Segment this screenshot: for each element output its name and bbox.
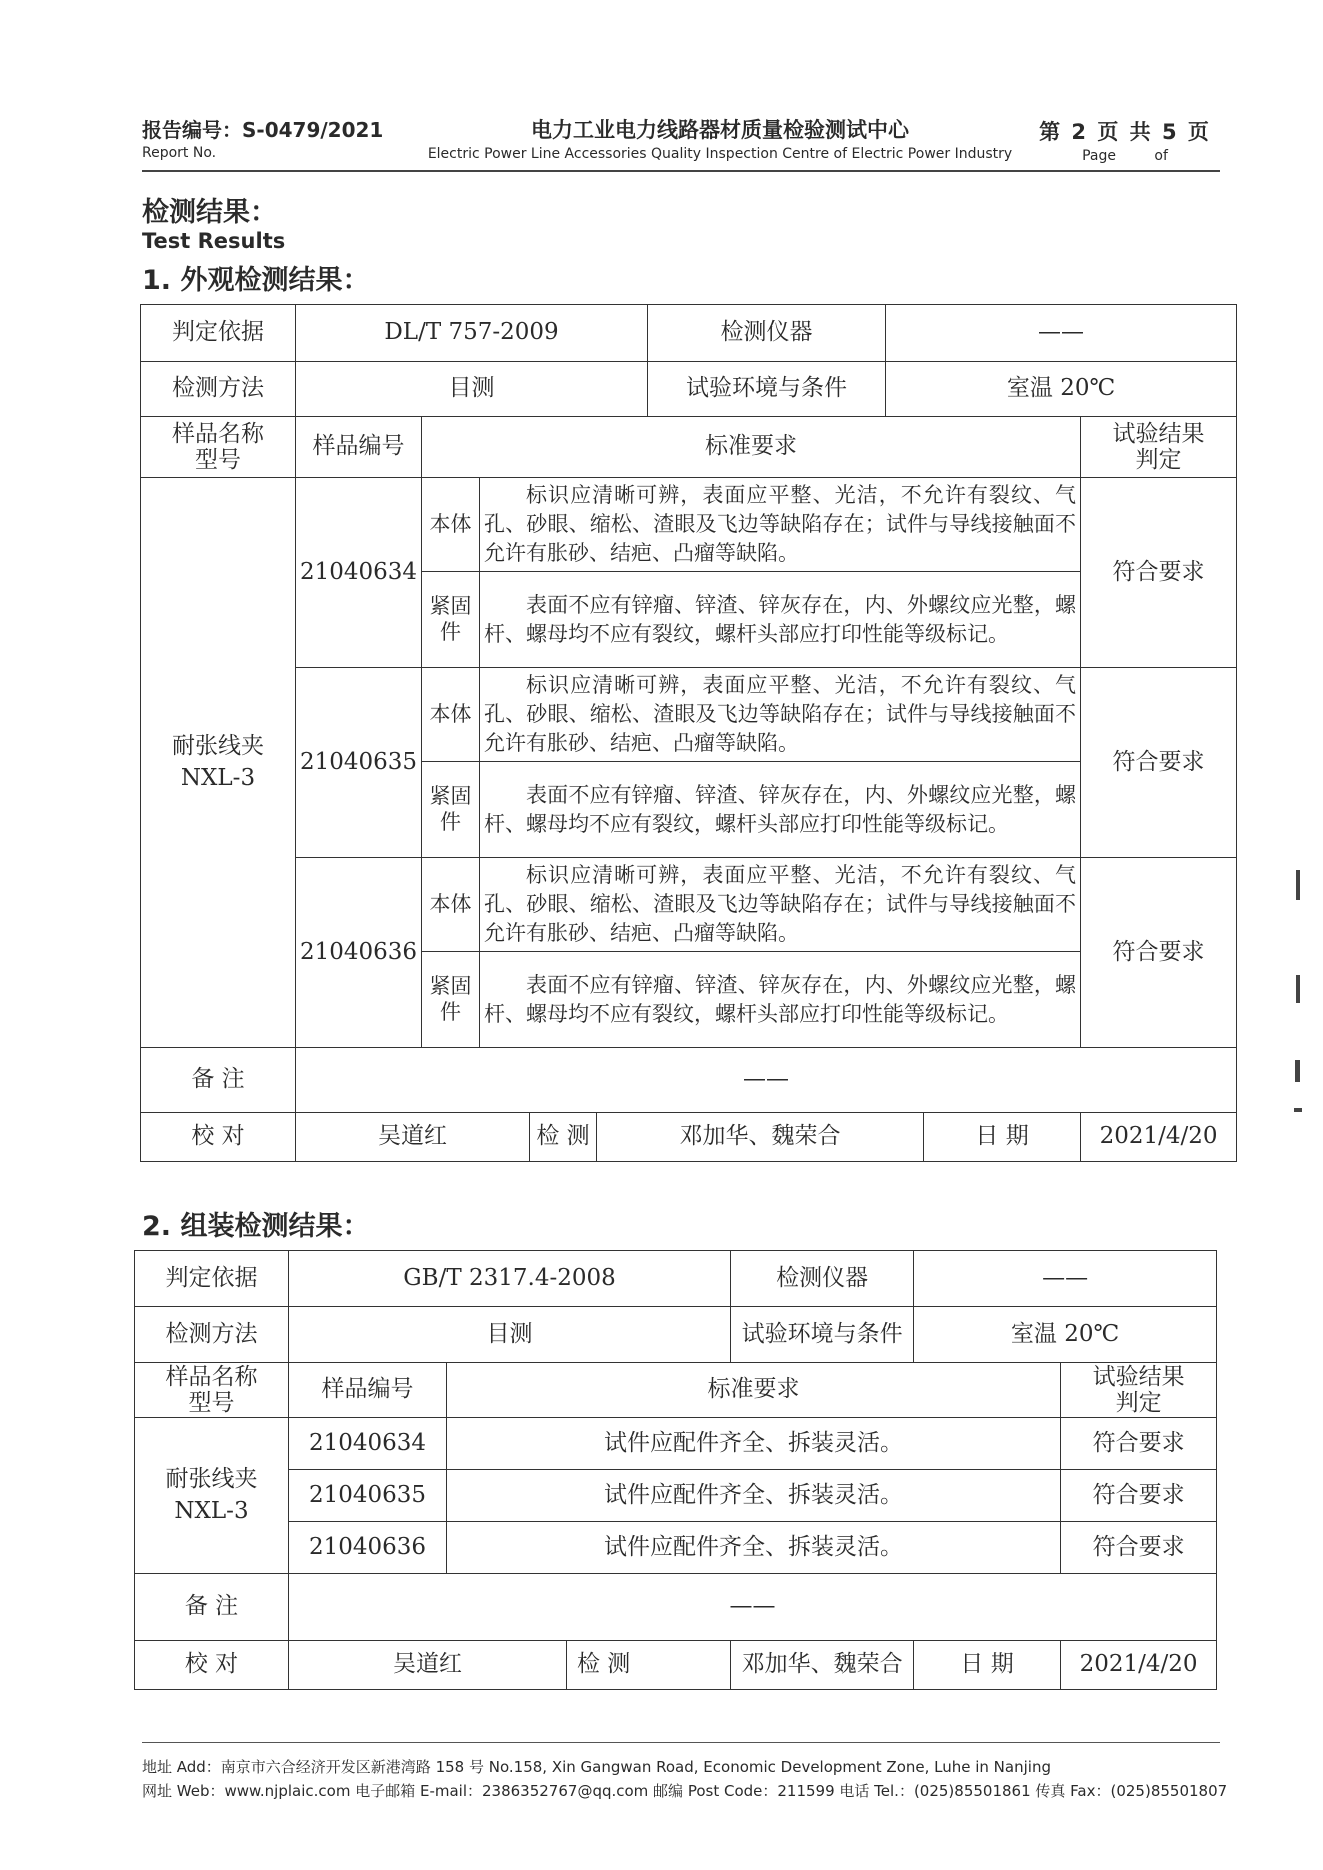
result-verdict: 符合要求 xyxy=(1061,1522,1217,1574)
requirement-text: 试件应配件齐全、拆装灵活。 xyxy=(447,1418,1061,1470)
scan-edge-mark xyxy=(1296,975,1300,1003)
col-sample-no: 样品编号 xyxy=(289,1363,447,1418)
requirement-text: 表面不应有锌瘤、锌渣、锌灰存在，内、外螺纹应光整，螺杆、螺母均不应有裂纹，螺杆头部应打印性能等级标记。 xyxy=(480,762,1081,858)
footer-contact: 网址 Web：www.njplaic.com 电子邮箱 E-mail：2386352767@qq.com 邮编 Post Code：211599 电话 Tel.：(025)85501861 传真 Fax：(025)85501807 xyxy=(142,1782,1228,1800)
col-requirement: 标准要求 xyxy=(447,1363,1061,1418)
result-verdict: 符合要求 xyxy=(1081,478,1237,668)
requirement-text: 表面不应有锌瘤、锌渣、锌灰存在，内、外螺纹应光整，螺杆、螺母均不应有裂纹，螺杆头部应打印性能等级标记。 xyxy=(480,572,1081,668)
organization-name-cn: 电力工业电力线路器材质量检验测试中心 xyxy=(531,118,909,142)
part-label: 本体 xyxy=(422,478,480,572)
report-number-block xyxy=(142,114,383,161)
check-label: 校 对 xyxy=(141,1113,296,1162)
check-value: 吴道红 xyxy=(296,1113,530,1162)
check-value: 吴道红 xyxy=(289,1641,567,1690)
organization-block xyxy=(420,114,1020,162)
date-value: 2021/4/20 xyxy=(1061,1641,1217,1690)
environment-value: 室温 20℃ xyxy=(914,1307,1217,1363)
result-verdict: 符合要求 xyxy=(1081,668,1237,858)
sample-name: 耐张线夹 xyxy=(172,732,264,759)
requirement-text: 表面不应有锌瘤、锌渣、锌灰存在，内、外螺纹应光整，螺杆、螺母均不应有裂纹，螺杆头部应打印性能等级标记。 xyxy=(480,952,1081,1048)
date-label: 日 期 xyxy=(924,1113,1081,1162)
test-value: 邓加华、魏荣合 xyxy=(731,1641,914,1690)
scan-edge-mark xyxy=(1294,1108,1302,1112)
method-label: 检测方法 xyxy=(135,1307,289,1363)
method-value: 目测 xyxy=(296,362,648,417)
sample-no: 21040636 xyxy=(296,858,422,1048)
col-requirement: 标准要求 xyxy=(422,417,1081,478)
section2-heading: 2. 组装检测结果： xyxy=(142,1211,370,1242)
remark-label: 备 注 xyxy=(135,1574,289,1641)
instrument-label: 检测仪器 xyxy=(731,1251,914,1307)
instrument-label: 检测仪器 xyxy=(648,305,886,362)
basis-label: 判定依据 xyxy=(135,1251,289,1307)
sample-no: 21040635 xyxy=(289,1470,447,1522)
sample-name: 耐张线夹 xyxy=(165,1465,258,1492)
basis-value: DL/T 757-2009 xyxy=(296,305,648,362)
sample-no: 21040636 xyxy=(289,1522,447,1574)
remark-label: 备 注 xyxy=(141,1048,296,1113)
test-value: 邓加华、魏荣合 xyxy=(597,1113,924,1162)
sample-model: NXL-3 xyxy=(180,764,256,791)
organization-name-en: Electric Power Line Accessories Quality Inspection Centre of Electric Power Industry xyxy=(427,146,1013,162)
sample-no: 21040634 xyxy=(289,1418,447,1470)
report-number: 报告编号：S-0479/2021 xyxy=(142,118,384,142)
instrument-value: —— xyxy=(886,305,1237,362)
result-verdict: 符合要求 xyxy=(1061,1470,1217,1522)
results-title-en: Test Results xyxy=(142,229,286,253)
part-label: 紧固件 xyxy=(422,572,480,668)
date-label: 日 期 xyxy=(914,1641,1061,1690)
sample-name-cell xyxy=(135,1418,289,1574)
footer-address: 地址 Add：南京市六合经济开发区新港湾路 158 号 No.158, Xin Gangwan Road, Economic Development Zone, Luhe in Nanjing xyxy=(142,1758,1051,1776)
sample-no: 21040634 xyxy=(296,478,422,668)
page-indicator xyxy=(1035,116,1215,164)
page-number-cn: 第 2 页 共 5 页 xyxy=(1039,120,1211,144)
requirement-text: 试件应配件齐全、拆装灵活。 xyxy=(447,1470,1061,1522)
sample-name-cell xyxy=(141,478,296,1048)
section1-heading: 1. 外观检测结果： xyxy=(142,265,370,296)
environment-label: 试验环境与条件 xyxy=(731,1307,914,1363)
requirement-text: 试件应配件齐全、拆装灵活。 xyxy=(447,1522,1061,1574)
appearance-results-table xyxy=(140,304,1237,1162)
col-sample-name: 样品名称型号 xyxy=(141,417,296,478)
report-number-en: Report No. xyxy=(142,145,217,161)
results-title: 检测结果： xyxy=(142,197,277,228)
method-label: 检测方法 xyxy=(141,362,296,417)
date-value: 2021/4/20 xyxy=(1081,1113,1237,1162)
instrument-value: —— xyxy=(914,1251,1217,1307)
page-number-en: Page of xyxy=(1082,148,1168,164)
part-label: 本体 xyxy=(422,668,480,762)
header-divider xyxy=(142,170,1220,172)
check-label: 校 对 xyxy=(135,1641,289,1690)
result-verdict: 符合要求 xyxy=(1081,858,1237,1048)
col-result: 试验结果判定 xyxy=(1081,417,1237,478)
remark-value: —— xyxy=(296,1048,1237,1113)
scan-edge-mark xyxy=(1296,870,1300,900)
test-label: 检 测 xyxy=(530,1113,597,1162)
method-value: 目测 xyxy=(289,1307,731,1363)
test-label: 检 测 xyxy=(567,1641,731,1690)
scan-edge-mark xyxy=(1295,1060,1300,1082)
remark-value: —— xyxy=(289,1574,1217,1641)
requirement-text: 标识应清晰可辨，表面应平整、光洁，不允许有裂纹、气孔、砂眼、缩松、渣眼及飞边等缺陷存在；试件与导线接触面不允许有胀砂、结疤、凸瘤等缺陷。 xyxy=(480,858,1081,952)
assembly-results-table xyxy=(134,1250,1217,1690)
basis-value: GB/T 2317.4-2008 xyxy=(289,1251,731,1307)
col-result: 试验结果判定 xyxy=(1061,1363,1217,1418)
requirement-text: 标识应清晰可辨，表面应平整、光洁，不允许有裂纹、气孔、砂眼、缩松、渣眼及飞边等缺陷存在；试件与导线接触面不允许有胀砂、结疤、凸瘤等缺陷。 xyxy=(480,668,1081,762)
environment-value: 室温 20℃ xyxy=(886,362,1237,417)
result-verdict: 符合要求 xyxy=(1061,1418,1217,1470)
part-label: 紧固件 xyxy=(422,762,480,858)
col-sample-name: 样品名称型号 xyxy=(135,1363,289,1418)
basis-label: 判定依据 xyxy=(141,305,296,362)
environment-label: 试验环境与条件 xyxy=(648,362,886,417)
part-label: 紧固件 xyxy=(422,952,480,1048)
sample-no: 21040635 xyxy=(296,668,422,858)
footer-divider xyxy=(142,1742,1220,1743)
requirement-text: 标识应清晰可辨，表面应平整、光洁，不允许有裂纹、气孔、砂眼、缩松、渣眼及飞边等缺陷存在；试件与导线接触面不允许有胀砂、结疤、凸瘤等缺陷。 xyxy=(480,478,1081,572)
part-label: 本体 xyxy=(422,858,480,952)
sample-model: NXL-3 xyxy=(174,1497,249,1524)
col-sample-no: 样品编号 xyxy=(296,417,422,478)
